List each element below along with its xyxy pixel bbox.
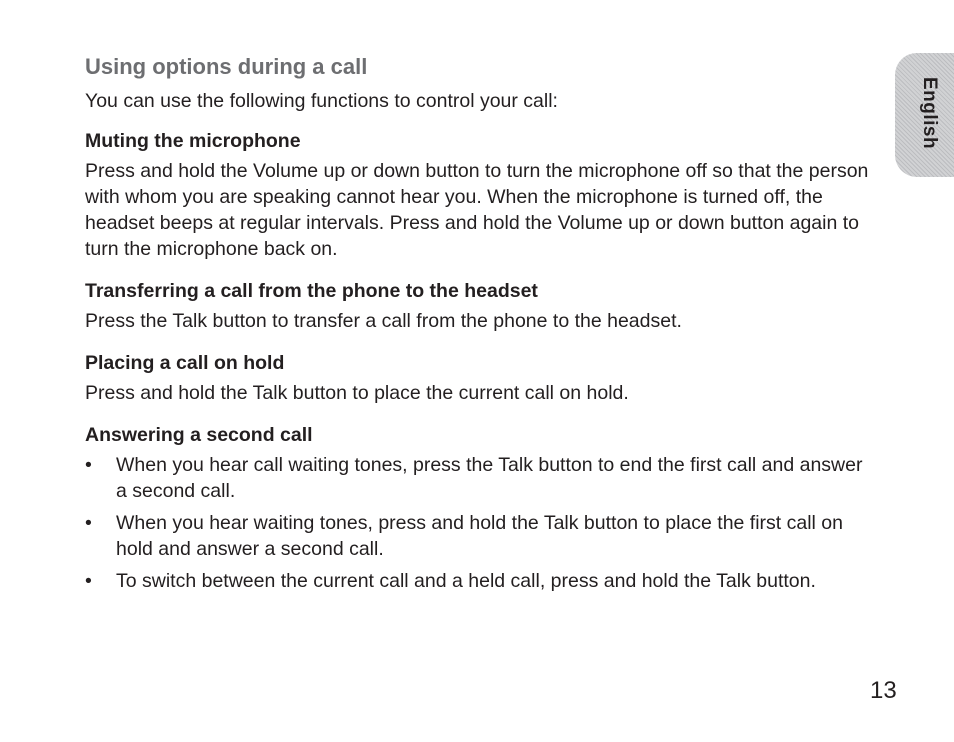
bullet-list bbox=[85, 452, 875, 594]
page-content bbox=[85, 52, 875, 600]
subsection-text: Press and hold the Volume up or down button to turn the microphone off so that the person with whom you are speaking cannot hear you. When the microphone is turned off, the headset beeps at regular intervals. Press and hold the Volume up or down button again to turn the microphone back on. bbox=[85, 160, 869, 260]
subsection-second-call bbox=[85, 422, 875, 594]
bullet-icon: • bbox=[85, 454, 92, 476]
subsection-heading: Muting the microphone bbox=[85, 130, 301, 152]
subsection-transferring bbox=[85, 278, 875, 334]
subsection-text: Press and hold the Talk button to place the current call on hold. bbox=[85, 382, 629, 404]
bullet-icon: • bbox=[85, 512, 92, 534]
subsection-muting bbox=[85, 128, 875, 262]
subsection-heading: Transferring a call from the phone to the headset bbox=[85, 280, 538, 302]
list-item bbox=[85, 568, 875, 594]
bullet-icon: • bbox=[85, 570, 92, 592]
language-tab-label: English bbox=[919, 76, 940, 150]
list-item-text: When you hear waiting tones, press and hold the Talk button to place the first call on hold and answer a second call. bbox=[116, 512, 843, 560]
subsection-heading: Answering a second call bbox=[85, 424, 313, 446]
language-tab bbox=[895, 53, 954, 177]
list-item bbox=[85, 510, 875, 562]
subsection-heading: Placing a call on hold bbox=[85, 352, 285, 374]
subsection-text: Press the Talk button to transfer a call from the phone to the headset. bbox=[85, 310, 682, 332]
list-item bbox=[85, 452, 875, 504]
page-number: 13 bbox=[870, 677, 897, 704]
subsection-hold bbox=[85, 350, 875, 406]
list-item-text: To switch between the current call and a held call, press and hold the Talk button. bbox=[116, 570, 816, 592]
list-item-text: When you hear call waiting tones, press the Talk button to end the first call and answer a second call. bbox=[116, 454, 863, 502]
section-title: Using options during a call bbox=[85, 54, 368, 79]
section-intro: You can use the following functions to control your call: bbox=[85, 90, 558, 112]
